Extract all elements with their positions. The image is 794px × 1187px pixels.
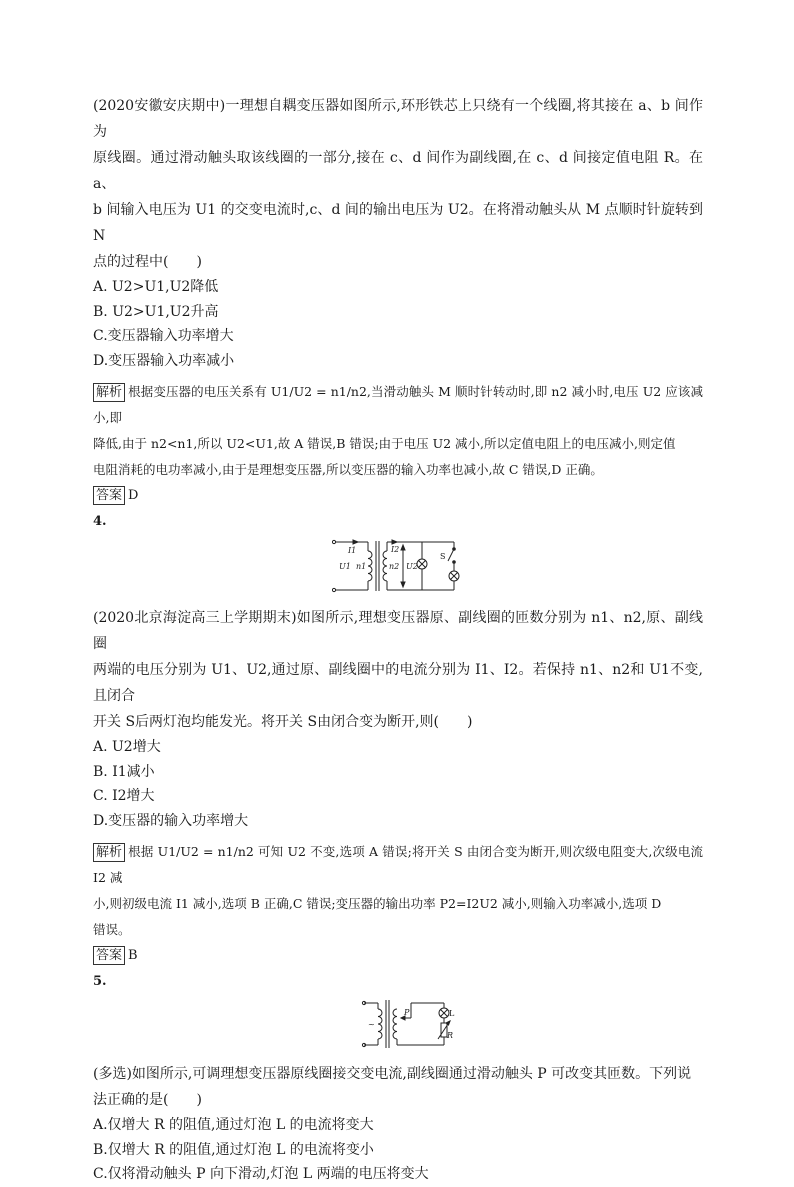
q4-stem-line-2: 两端的电压分别为 U1、U2,通过原、副线圈中的电流分别为 I1、I2。若保持 n1、n2和 U1不变,且闭合 — [93, 662, 703, 704]
label-rheostat-r: R — [447, 1031, 454, 1040]
q3-analysis-line-2: 降低,由于 n2<n1,所以 U2<U1,故 A 错误,B 错误;由于电压 U2 减小,所以定值电阻上的电压减小,则定值 — [93, 436, 676, 451]
q4-analysis — [93, 839, 703, 943]
q5-stem-line-2: 法正确的是( ) — [93, 1092, 202, 1108]
label-ac-source: ~ — [368, 1020, 375, 1029]
q3-option-a: A. U2>U1,U2降低 — [93, 279, 219, 295]
q5-option-a: A.仅增大 R 的阻值,通过灯泡 L 的电流将变大 — [93, 1117, 374, 1133]
answer-tag: 答案 — [93, 946, 125, 965]
q4-option-a: A. U2增大 — [93, 739, 161, 755]
q4-option-c: C. I2增大 — [93, 788, 155, 804]
q3-option-b: B. U2>U1,U2升高 — [93, 303, 219, 320]
q4-analysis-line-1: 根据 U1/U2 = n1/n2 可知 U2 不变,选项 A 错误;将开关 S 由闭合变为断开,则次级电阻变大,次级电流 I2 减 — [93, 844, 703, 885]
q3-stem-line-2: 原线圈。通过滑动触头取该线圈的一部分,接在 c、d 间作为副线圈,在 c、d 间接定值电阻 R。在 a、 — [93, 150, 703, 192]
q4-stem-line-3: 开关 S后两灯泡均能发光。将开关 S由闭合变为断开,则( ) — [93, 714, 473, 730]
q4-analysis-line-3: 错误。 — [93, 922, 131, 937]
q5-number: 5. — [93, 974, 107, 989]
q3-stem-line-1: (2020安徽安庆期中)一理想自耦变压器如图所示,环形铁芯上只绕有一个线圈,将其接在 a、b 间作为 — [93, 98, 703, 140]
label-u1: U1 — [339, 562, 351, 571]
q3-analysis-line-1: 根据变压器的电压关系有 U1/U2 = n1/n2,当滑动触头 M 顺时针转动时,即 n2 减小时,电压 U2 应该减小,即 — [93, 384, 703, 425]
label-slider-p: P — [404, 1008, 410, 1017]
q3-answer-value: D — [128, 488, 139, 503]
q4-number: 4. — [93, 514, 107, 529]
q3-option-c: C.变压器输入功率增大 — [93, 328, 234, 344]
label-lamp-l: L — [449, 1009, 455, 1018]
q5-option-c: C.仅将滑动触头 P 向下滑动,灯泡 L 两端的电压将变大 — [93, 1166, 429, 1182]
adjustable-transformer-diagram — [340, 997, 456, 1051]
q4-circuit-figure — [93, 537, 703, 599]
question-3 — [93, 93, 703, 507]
q4-answer — [93, 945, 703, 967]
q4-stem-line-1: (2020北京海淀高三上学期期末)如图所示,理想变压器原、副线圈的匝数分别为 n1、n2,原、副线圈 — [93, 610, 703, 652]
q4-option-d: D.变压器的输入功率增大 — [93, 812, 249, 829]
label-i1: I1 — [348, 546, 357, 555]
q3-option-d: D.变压器输入功率减小 — [93, 352, 235, 369]
document-page — [93, 93, 703, 1187]
question-4 — [93, 513, 703, 967]
q4-option-b: B. I1减小 — [93, 763, 155, 780]
q3-answer — [93, 485, 703, 507]
label-i2: I2 — [391, 545, 400, 554]
analysis-tag: 解析 — [93, 843, 125, 862]
q3-analysis-line-3: 电阻消耗的电功率减小,由于是理想变压器,所以变压器的输入功率也减小,故 C 错误,D 正确。 — [93, 462, 603, 477]
q5-circuit-figure — [93, 997, 703, 1055]
label-n1: n1 — [356, 562, 367, 571]
q3-stem-line-3: b 间输入电压为 U1 的交变电流时,c、d 间的输出电压为 U2。在将滑动触头从 M 点顺时针旋转到 N — [93, 202, 703, 244]
q3-analysis — [93, 379, 703, 483]
analysis-tag: 解析 — [93, 383, 125, 402]
label-u2: U2 — [406, 562, 418, 571]
q5-stem-line-1: (多选)如图所示,可调理想变压器原线圈接交变电流,副线圈通过滑动触头 P 可改变其匝数。下列说 — [93, 1066, 692, 1082]
label-n2: n2 — [389, 562, 400, 571]
question-5 — [93, 973, 703, 1187]
q3-stem-line-4: 点的过程中( ) — [93, 254, 202, 270]
transformer-circuit-diagram — [332, 537, 464, 595]
answer-tag: 答案 — [93, 486, 125, 505]
label-switch-s: S — [440, 552, 446, 561]
q4-analysis-line-2: 小,则初级电流 I1 减小,选项 B 正确,C 错误;变压器的输出功率 P2=I2U2 减小,则输入功率减小,选项 D — [93, 896, 662, 911]
q5-option-b: B.仅增大 R 的阻值,通过灯泡 L 的电流将变小 — [93, 1141, 374, 1158]
q4-answer-value: B — [128, 948, 138, 963]
